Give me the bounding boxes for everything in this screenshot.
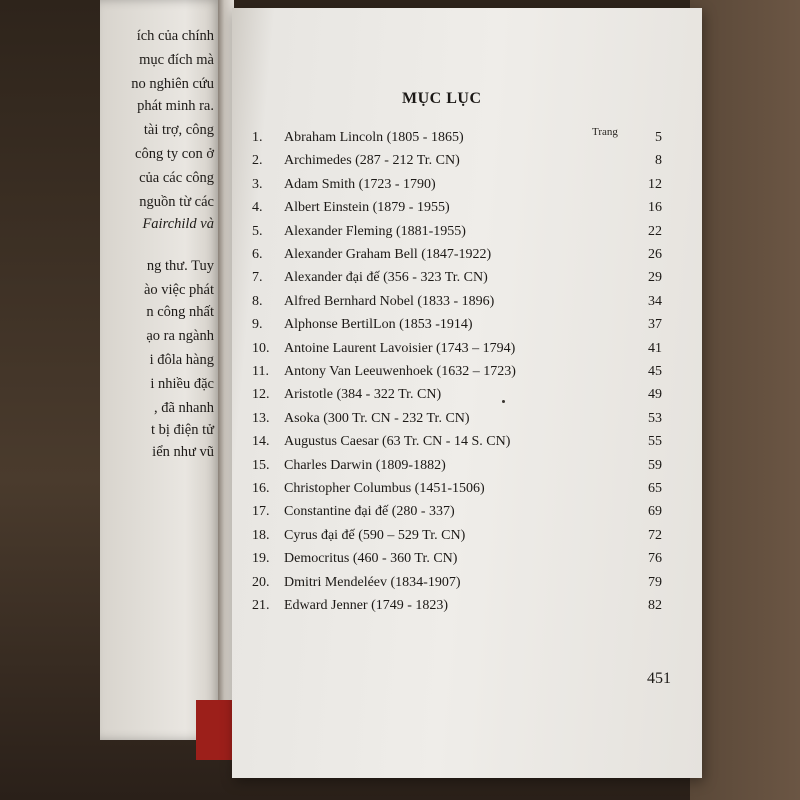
toc-entry-page: 59 (648, 457, 662, 473)
toc-entry-title: Alexander đại đế (356 - 323 Tr. CN) (284, 270, 488, 286)
toc-entry-page: 82 (648, 598, 662, 613)
toc-entry-page: 16 (648, 200, 662, 216)
toc-entry (232, 200, 702, 222)
toc-entry-title: Antony Van Leeuwenhoek (1632 – 1723) (284, 364, 516, 379)
toc-entry-number: 12. (252, 387, 270, 403)
toc-entry-title: Antoine Laurent Lavoisier (1743 – 1794) (284, 340, 516, 356)
toc-entry-title: Christopher Columbus (1451-1506) (284, 481, 485, 496)
toc-entry (232, 575, 702, 597)
toc-entry-page: 41 (648, 340, 662, 356)
left-page-line: t bị điện tử (150, 422, 214, 438)
toc-entry-number: 20. (252, 574, 270, 590)
toc-entry-page: 26 (648, 247, 662, 262)
right-page (232, 8, 702, 778)
toc-entry-page: 5 (655, 130, 662, 145)
toc-entry-page: 55 (648, 434, 662, 450)
page-title: MỤC LỤC (402, 90, 482, 107)
toc-entry-title: Albert Einstein (1879 - 1955) (284, 200, 450, 216)
left-page-line: Fairchild và (142, 216, 214, 232)
toc-entry-page: 34 (648, 293, 662, 309)
toc-entry (232, 130, 702, 152)
toc-entry-page: 29 (648, 270, 662, 286)
left-page-line: ạo ra ngành (146, 328, 214, 344)
toc-entry (232, 317, 702, 339)
toc-entry (232, 294, 702, 316)
toc-entry-title: Edward Jenner (1749 - 1823) (284, 598, 449, 613)
left-page-line: phát minh ra. (137, 98, 214, 114)
toc-entry (232, 153, 702, 175)
left-page-line: của các công (139, 170, 214, 186)
left-page-line: iển như vũ (152, 444, 214, 460)
left-page-line: no nghiên cứu (131, 76, 214, 92)
page-column-header: Trang (592, 126, 618, 138)
toc-entry-title: Dmitri Mendeléev (1834-1907) (284, 574, 461, 590)
toc-entry (232, 598, 702, 620)
toc-entry-number: 5. (252, 223, 263, 239)
page-number: 451 (647, 670, 671, 687)
toc-entry-title: Archimedes (287 - 212 Tr. CN) (284, 153, 460, 169)
toc-entry-number: 16. (252, 481, 270, 496)
toc-entry-number: 7. (252, 270, 263, 286)
toc-entry-title: Constantine đại đế (280 - 337) (284, 504, 455, 520)
toc-entry-title: Adam Smith (1723 - 1790) (284, 176, 436, 192)
left-page-line: nguồn từ các (139, 194, 214, 210)
toc-entry-number: 3. (252, 176, 263, 192)
toc-entry-title: Alfred Bernhard Nobel (1833 - 1896) (284, 293, 495, 309)
toc-entry-title: Abraham Lincoln (1805 - 1865) (284, 130, 464, 145)
toc-entry (232, 481, 702, 503)
toc-entry-page: 45 (648, 364, 662, 379)
toc-entry-page: 49 (648, 387, 662, 403)
toc-entry-number: 4. (252, 200, 263, 216)
toc-entry-page: 53 (648, 410, 662, 426)
toc-entry-page: 8 (655, 153, 662, 169)
book-cover-edge (196, 700, 236, 760)
toc-entry-number: 6. (252, 247, 263, 262)
toc-entry-page: 72 (648, 527, 662, 543)
toc-entry-title: Democritus (460 - 360 Tr. CN) (284, 551, 458, 567)
toc-entry-number: 18. (252, 527, 270, 543)
toc-entry (232, 270, 702, 292)
left-page-line: ng thư. Tuy (146, 258, 214, 274)
left-page-line: công ty con ở (135, 146, 214, 162)
left-page-line: ào việc phát (143, 282, 214, 298)
toc-entry-page: 22 (648, 223, 662, 239)
toc-entry-number: 11. (252, 364, 269, 379)
toc-entry (232, 177, 702, 199)
left-page-line: ích của chính (136, 28, 214, 44)
toc-entry-page: 76 (648, 551, 662, 567)
toc-entry (232, 411, 702, 433)
toc-entry-page: 69 (648, 504, 662, 520)
toc-entry (232, 364, 702, 386)
toc-entry-title: Augustus Caesar (63 Tr. CN - 14 S. CN) (284, 434, 511, 450)
toc-entry (232, 434, 702, 456)
left-page-line: i nhiều đặc (150, 376, 214, 392)
toc-entry-number: 8. (252, 293, 263, 309)
toc-entry (232, 504, 702, 526)
toc-entry-number: 15. (252, 457, 270, 473)
toc-entry (232, 551, 702, 573)
table-edge (690, 0, 800, 800)
toc-entry-number: 17. (252, 504, 270, 520)
toc-entry-page: 12 (648, 176, 662, 192)
toc-entry-number: 1. (252, 130, 263, 145)
left-page-line: mục đích mà (139, 52, 214, 68)
left-page-line: n công nhất (146, 304, 214, 320)
toc-entry-title: Cyrus đại đế (590 – 529 Tr. CN) (284, 527, 466, 543)
toc-entry-number: 9. (252, 317, 263, 333)
toc-entry-title: Alexander Graham Bell (1847-1922) (284, 247, 492, 262)
left-page-line: tài trợ, công (143, 122, 214, 138)
toc-entry (232, 458, 702, 480)
toc-entry (232, 224, 702, 246)
toc-entry-page: 37 (648, 317, 662, 333)
toc-entry-number: 14. (252, 434, 270, 450)
toc-entry (232, 387, 702, 409)
toc-entry-number: 13. (252, 410, 270, 426)
toc-entry (232, 247, 702, 269)
left-page-line: , đã nhanh (154, 400, 214, 416)
toc-entry-title: Alphonse BertilLon (1853 -1914) (284, 317, 473, 333)
toc-entry-title: Alexander Fleming (1881-1955) (284, 223, 466, 239)
toc-entry (232, 341, 702, 363)
toc-entry-title: Aristotle (384 - 322 Tr. CN) (284, 387, 442, 403)
toc-entry (232, 528, 702, 550)
toc-entry-title: Charles Darwin (1809-1882) (284, 457, 446, 473)
left-page (100, 0, 222, 740)
toc-entry-number: 2. (252, 153, 263, 169)
toc-entry-number: 19. (252, 551, 270, 567)
ink-speck (502, 400, 505, 403)
toc-entry-page: 79 (648, 574, 662, 590)
toc-entry-number: 21. (252, 598, 270, 613)
left-page-line: i đôla hàng (149, 352, 214, 368)
toc-entry-page: 65 (648, 481, 662, 496)
toc-entry-title: Asoka (300 Tr. CN - 232 Tr. CN) (284, 410, 470, 426)
toc-entry-number: 10. (252, 340, 270, 356)
